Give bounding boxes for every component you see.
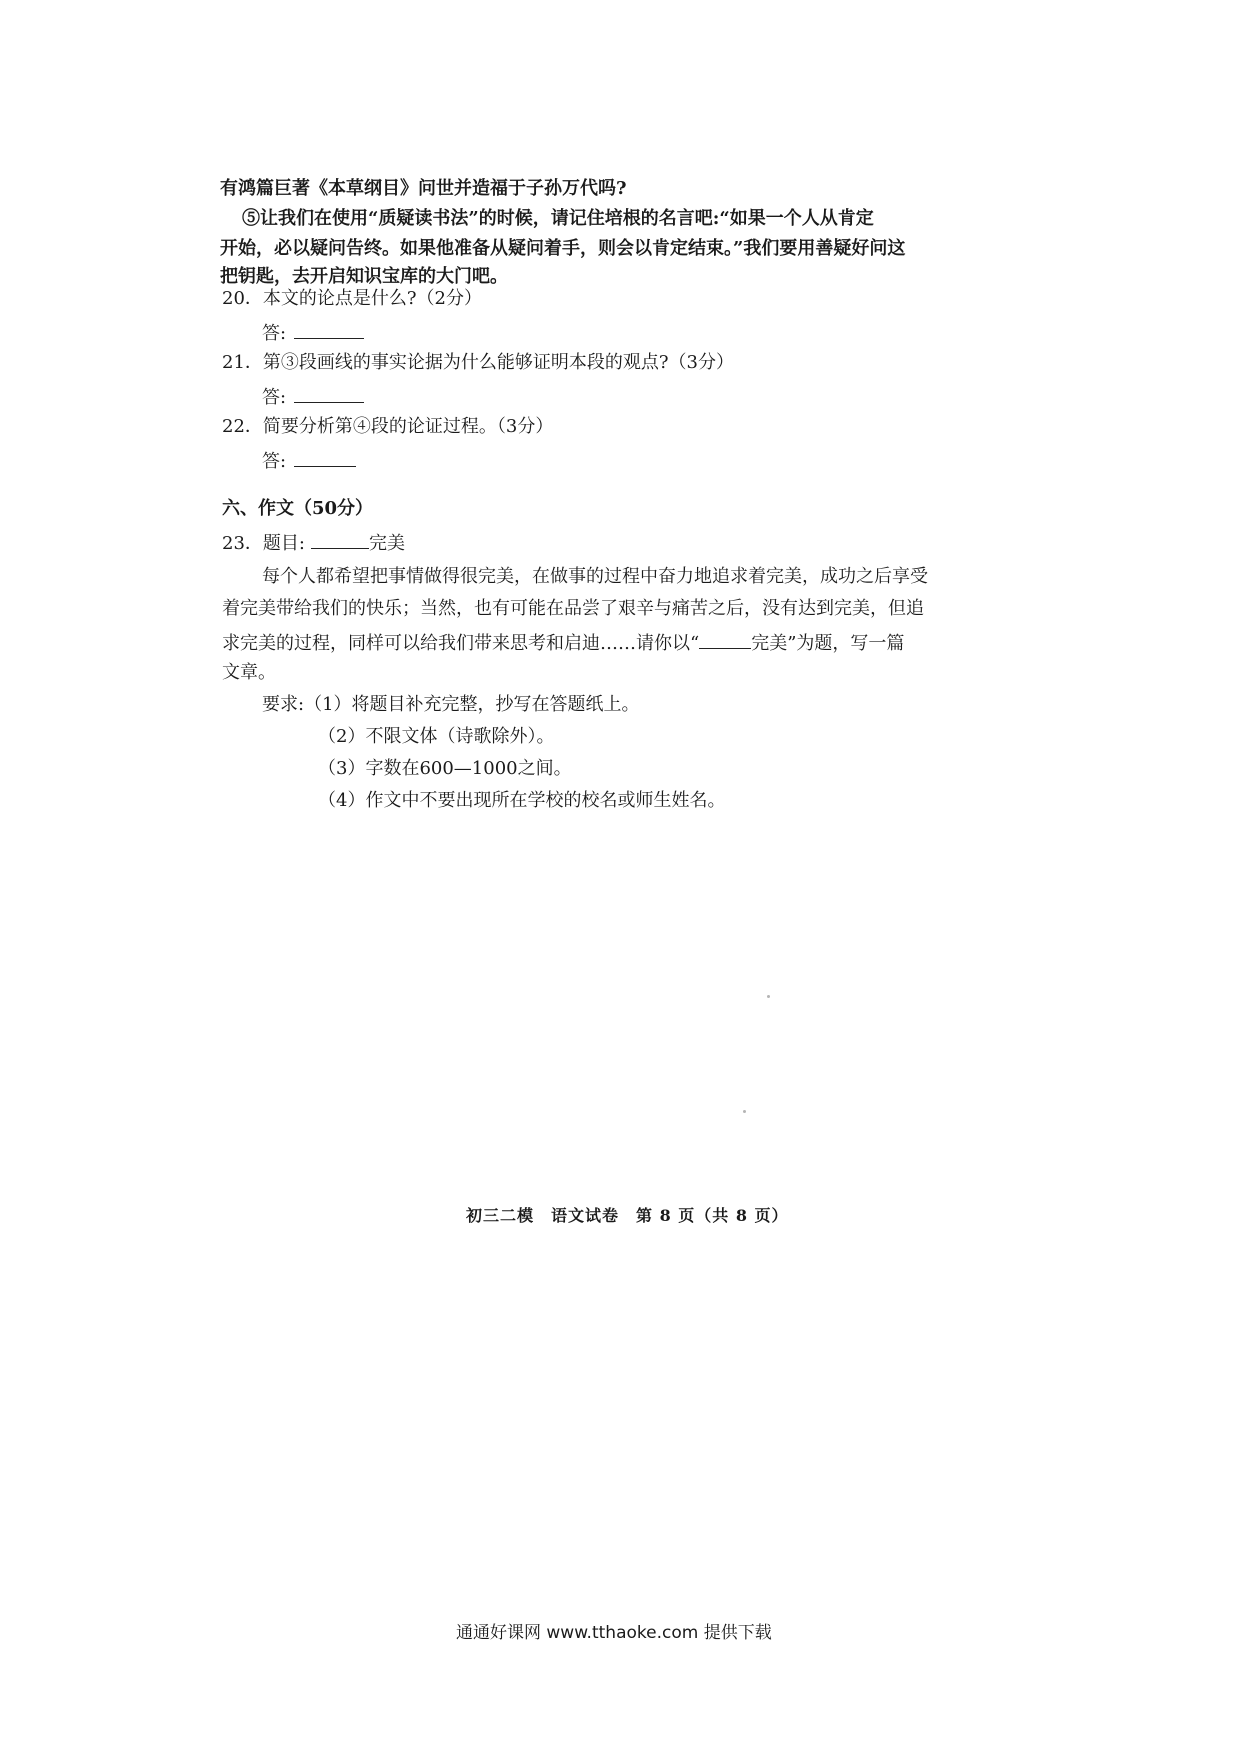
passage-line-3: 开始，必以疑问告终。如果他准备从疑问着手，则会以肯定结束。”我们要用善疑好问这 (220, 238, 906, 259)
question-20: 20．本文的论点是什么?（2分） (222, 288, 483, 309)
answer-22 (262, 450, 356, 471)
essay-question-23 (222, 532, 405, 553)
essay-prompt-line-3b: 完美”为题，写一篇 (751, 633, 905, 654)
scan-speck (743, 1110, 746, 1113)
requirement-2: （2）不限文体（诗歌除外）。 (318, 726, 555, 747)
question-22: 22．简要分析第④段的论证过程。（3分） (222, 416, 554, 437)
passage-line-1: 有鸿篇巨著《本草纲目》问世并造福于子孙万代吗? (220, 178, 627, 199)
essay-prompt-line-3a: 求完美的过程，同样可以给我们带来思考和启迪……请你以“ (222, 633, 700, 654)
essay-q-prefix: 23．题目: (222, 533, 305, 554)
requirements-label: 要求: (262, 694, 305, 715)
requirement-1 (262, 696, 640, 714)
passage-line-2: ⑤让我们在使用“质疑读书法”的时候，请记住培根的名言吧:“如果一个人从肯定 (242, 208, 874, 229)
essay-prompt-line-3 (222, 632, 904, 653)
essay-prompt-line-4: 文章。 (222, 662, 276, 683)
answer-label: 答: (262, 323, 287, 344)
essay-section-title: 六、作文（50分） (222, 498, 374, 519)
requirement-4: （4）作文中不要出现所在学校的校名或师生姓名。 (318, 790, 726, 811)
title-blank[interactable] (311, 532, 369, 549)
answer-blank[interactable] (294, 450, 356, 467)
requirement-3: （3）字数在600—1000之间。 (318, 758, 572, 779)
page-footer: 初三二模 语文试卷 第 8 页（共 8 页） (466, 1206, 789, 1225)
answer-20 (262, 322, 364, 343)
question-21: 21．第③段画线的事实论据为什么能够证明本段的观点?（3分） (222, 352, 735, 373)
passage-line-4: 把钥匙，去开启知识宝库的大门吧。 (220, 266, 508, 287)
title-blank-inline (699, 632, 751, 649)
answer-label: 答: (262, 387, 287, 408)
answer-21 (262, 386, 364, 407)
scan-speck (767, 995, 770, 998)
answer-blank[interactable] (294, 322, 364, 339)
requirement-1-text: （1）将题目补充完整，抄写在答题纸上。 (304, 694, 640, 715)
essay-prompt-line-1: 每个人都希望把事情做得很完美，在做事的过程中奋力地追求着完美，成功之后享受 (262, 566, 928, 587)
essay-q-suffix: 完美 (368, 533, 405, 554)
answer-label: 答: (262, 451, 287, 472)
download-note: 通通好课网 www.tthaoke.com 提供下载 (456, 1623, 772, 1643)
answer-blank[interactable] (294, 386, 364, 403)
essay-prompt-line-2: 着完美带给我们的快乐；当然，也有可能在品尝了艰辛与痛苦之后，没有达到完美，但追 (222, 598, 924, 619)
